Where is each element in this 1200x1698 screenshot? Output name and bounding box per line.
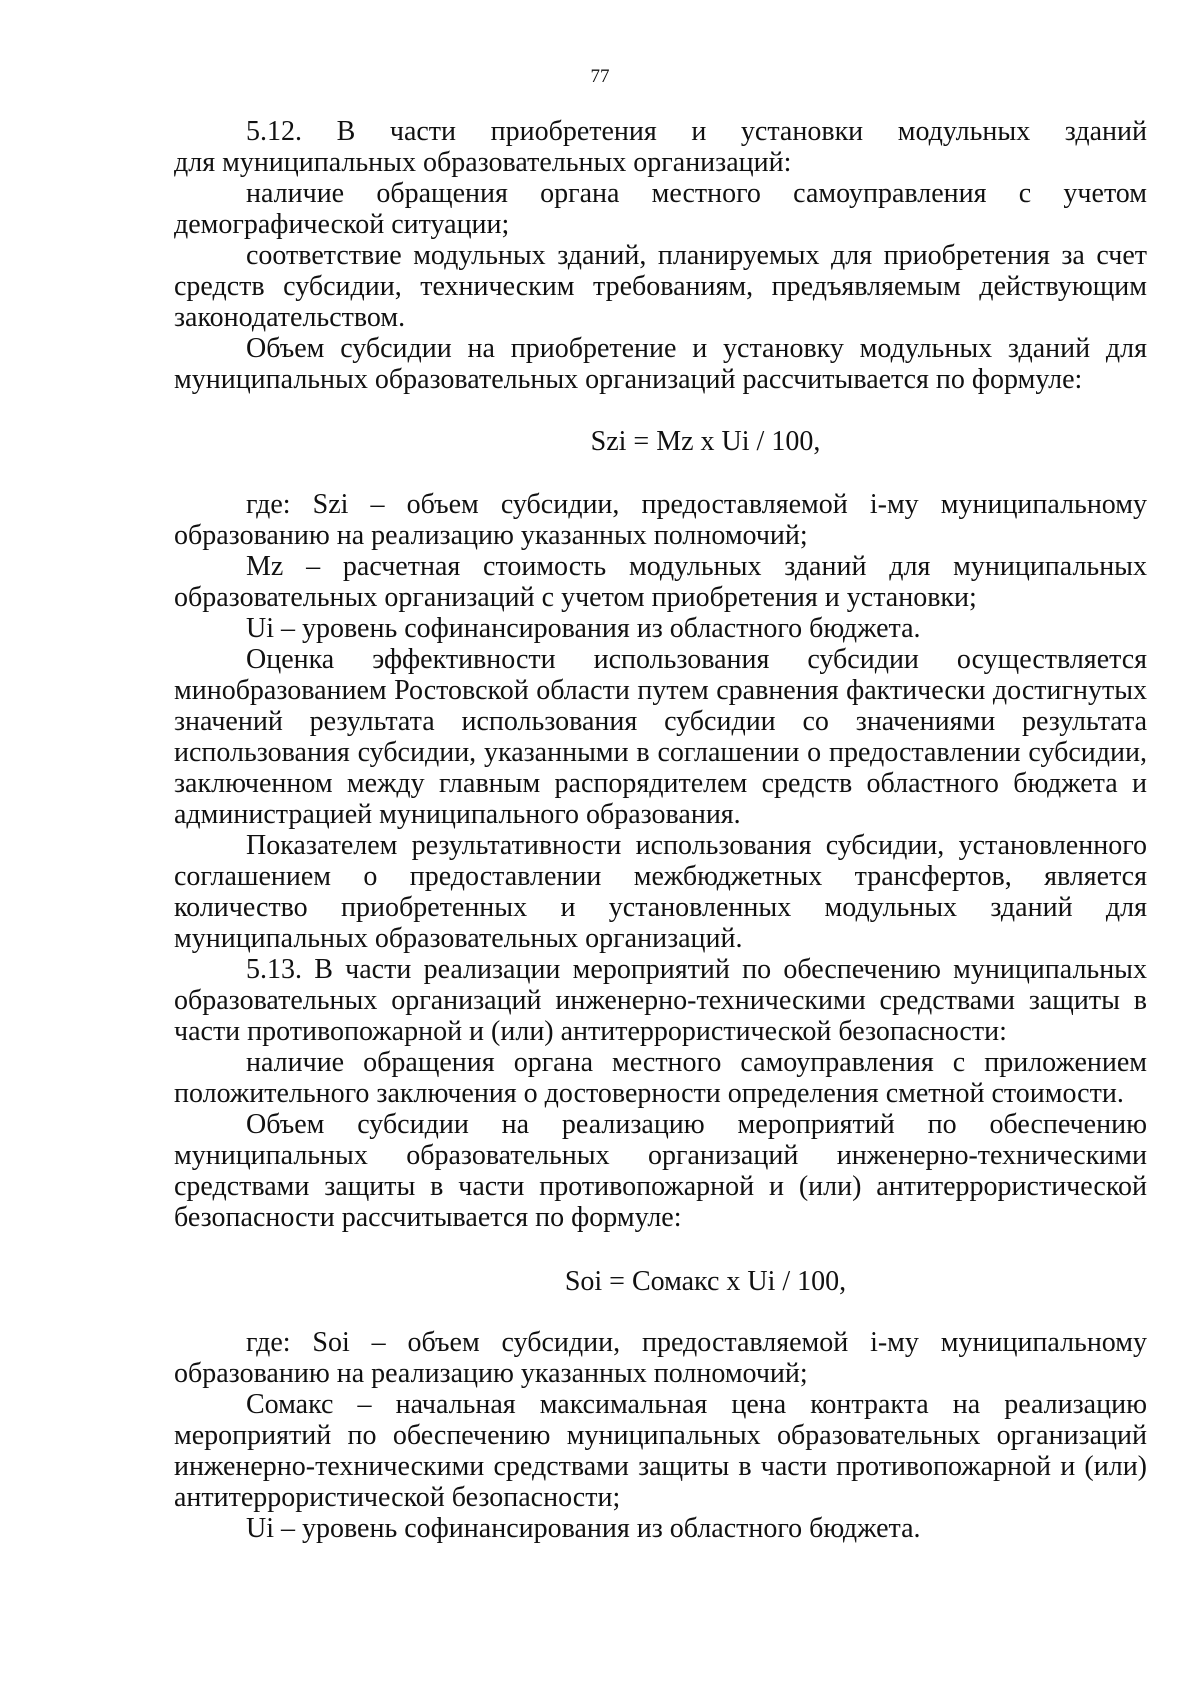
section-5-13-heading: 5.13. В части реализации мероприятий по обеспечению муниципальных образовательных организаций инженерно-техническими средствами защиты в части противопожарной и (или) антитеррористической безопасности: — [174, 954, 1147, 1047]
definition-somaks: Сомакс – начальная максимальная цена контракта на реализацию мероприятий по обеспечению муниципальных образовательных организаций инженерно-техническими средствами защиты в части противопожарной и (или) антитеррористической безопасности; — [174, 1389, 1147, 1513]
definition-soi: где: Soi – объем субсидии, предоставляемой i-му муниципальному образованию на реализацию указанных полномочий; — [174, 1327, 1147, 1389]
section-5-12-heading-line: 5.12. В части приобретения и установки модульных зданий — [246, 116, 1147, 147]
definition-szi: где: Szi – объем субсидии, предоставляемой i-му муниципальному образованию на реализацию указанных полномочий; — [174, 489, 1147, 551]
definition-mz: Mz – расчетная стоимость модульных зданий для муниципальных образовательных организаций с учетом приобретения и установки; — [174, 551, 1147, 613]
definition-ui-2: Ui – уровень софинансирования из областного бюджета. — [246, 1513, 921, 1544]
paragraph-subsidy-volume-modular: Объем субсидии на приобретение и установку модульных зданий для муниципальных образовательных организаций рассчитывается по формуле: — [174, 333, 1147, 395]
paragraph-performance-indicator: Показателем результативности использования субсидии, установленного соглашением о предоставлении межбюджетных трансфертов, является количество приобретенных и установленных модульных зданий для муниципальных образовательных организаций. — [174, 830, 1147, 954]
document-body — [174, 116, 1147, 1544]
formula-soi: Soi = Сомакс x Ui / 100, — [564, 1266, 847, 1297]
definition-ui-1: Ui – уровень софинансирования из областного бюджета. — [246, 613, 921, 644]
paragraph-request-estimate: наличие обращения органа местного самоуправления с приложением положительного заключения о достоверности определения сметной стоимости. — [174, 1047, 1147, 1109]
paragraph-efficiency-assessment: Оценка эффективности использования субсидии осуществляется минобразованием Ростовской области путем сравнения фактически достигнутых значений результата использования субсидии со значениями результата использования субсидии, указанными в соглашении о предоставлении субсидии, заключенном между главным распорядителем средств областного бюджета и администрацией муниципального образования. — [174, 644, 1147, 830]
paragraph-request-demographic: наличие обращения органа местного самоуправления с учетом демографической ситуации; — [174, 178, 1147, 240]
section-5-12-heading-continuation: для муниципальных образовательных организаций: — [174, 147, 792, 178]
paragraph-technical-requirements: соответствие модульных зданий, планируемых для приобретения за счет средств субсидии, техническим требованиям, предъявляемым действующим законодательством. — [174, 240, 1147, 333]
paragraph-subsidy-volume-security: Объем субсидии на реализацию мероприятий по обеспечению муниципальных образовательных организаций инженерно-техническими средствами защиты в части противопожарной и (или) антитеррористической безопасности рассчитывается по формуле: — [174, 1109, 1147, 1233]
page-number: 77 — [590, 66, 610, 87]
formula-szi: Szi = Mz x Ui / 100, — [590, 426, 821, 457]
